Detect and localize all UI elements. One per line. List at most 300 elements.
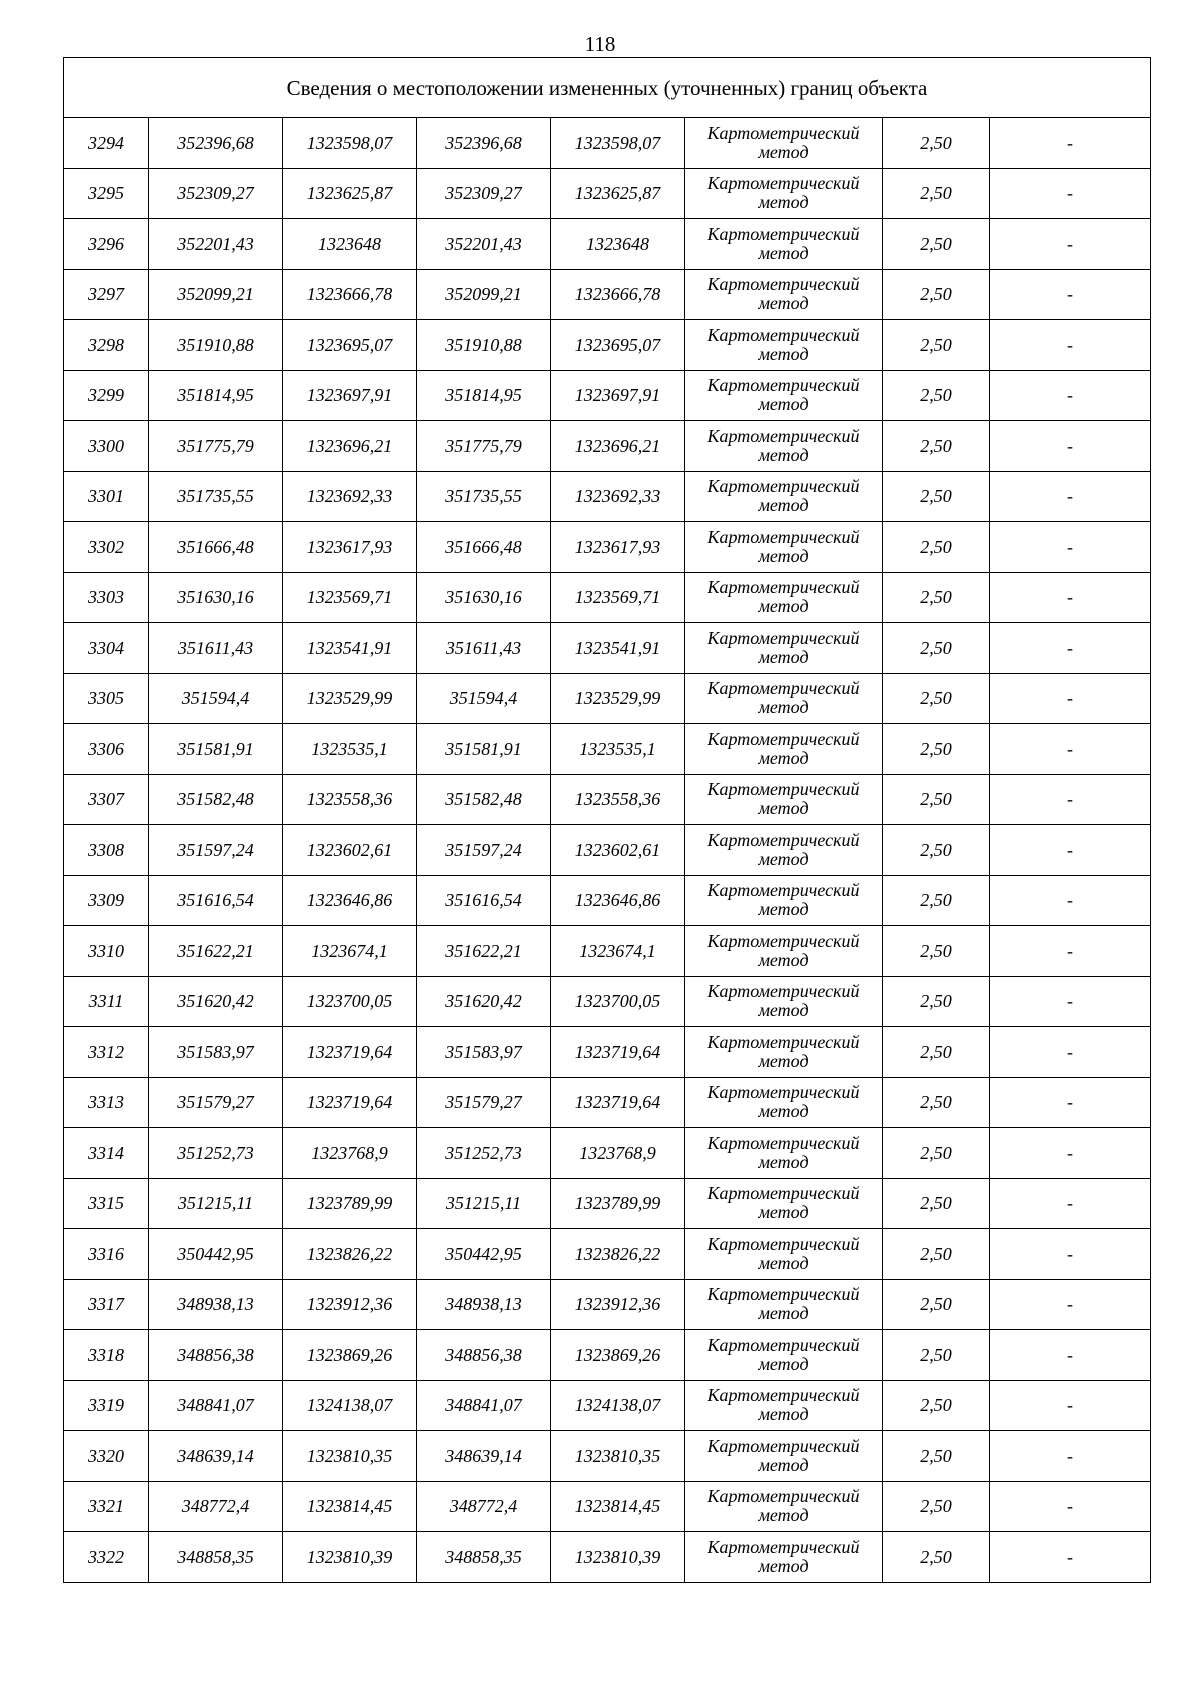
point-number-cell: 3301 [64,471,149,522]
method-cell [685,623,883,674]
refined-y-cell: 1323912,36 [551,1279,685,1330]
method-label-line2: метод [758,697,809,718]
existing-x-cell: 352099,21 [149,269,283,320]
refined-x-cell: 348938,13 [417,1279,551,1330]
method-cell [685,1532,883,1583]
point-number-cell: 3321 [64,1481,149,1532]
table-row [64,1279,1151,1330]
accuracy-cell: 2,50 [883,522,990,573]
table-row [64,1077,1151,1128]
method-label-line1: Картометрический [707,526,860,547]
point-number-cell: 3316 [64,1229,149,1280]
accuracy-cell: 2,50 [883,1532,990,1583]
accuracy-cell: 2,50 [883,1027,990,1078]
existing-y-cell: 1323646,86 [283,875,417,926]
existing-y-cell: 1323648 [283,219,417,270]
method-label-line1: Картометрический [707,1183,860,1204]
method-label-line1: Картометрический [707,1435,860,1456]
existing-y-cell: 1323810,39 [283,1532,417,1583]
table-row [64,421,1151,472]
method-label-line1: Картометрический [707,122,860,143]
point-number-cell: 3313 [64,1077,149,1128]
note-cell: - [990,1128,1151,1179]
method-label-line2: метод [758,798,809,819]
note-cell: - [990,1330,1151,1381]
existing-x-cell: 352396,68 [149,118,283,169]
method-cell [685,320,883,371]
refined-x-cell: 352099,21 [417,269,551,320]
method-cell [685,370,883,421]
accuracy-cell: 2,50 [883,1128,990,1179]
refined-x-cell: 351583,97 [417,1027,551,1078]
method-label-line1: Картометрический [707,880,860,901]
refined-x-cell: 351622,21 [417,926,551,977]
note-cell: - [990,320,1151,371]
refined-x-cell: 350442,95 [417,1229,551,1280]
accuracy-cell: 2,50 [883,774,990,825]
accuracy-cell: 2,50 [883,875,990,926]
method-label-line1: Картометрический [707,1132,860,1153]
refined-x-cell: 351594,4 [417,673,551,724]
accuracy-cell: 2,50 [883,1431,990,1482]
method-cell [685,168,883,219]
refined-x-cell: 351581,91 [417,724,551,775]
accuracy-cell: 2,50 [883,320,990,371]
page-number: 118 [584,32,616,56]
accuracy-cell: 2,50 [883,825,990,876]
existing-x-cell: 348858,35 [149,1532,283,1583]
accuracy-cell: 2,50 [883,118,990,169]
method-cell [685,976,883,1027]
table-row [64,572,1151,623]
method-label-line2: метод [758,949,809,970]
refined-x-cell: 351910,88 [417,320,551,371]
method-cell [685,1481,883,1532]
existing-x-cell: 348841,07 [149,1380,283,1431]
refined-y-cell: 1323674,1 [551,926,685,977]
existing-y-cell: 1323602,61 [283,825,417,876]
refined-y-cell: 1323814,45 [551,1481,685,1532]
refined-x-cell: 348858,35 [417,1532,551,1583]
method-label-line1: Картометрический [707,1284,860,1305]
point-number-cell: 3298 [64,320,149,371]
refined-x-cell: 351814,95 [417,370,551,421]
method-label-line1: Картометрический [707,425,860,446]
accuracy-cell: 2,50 [883,1229,990,1280]
method-label-line1: Картометрический [707,1082,860,1103]
method-cell [685,1431,883,1482]
method-label-line2: метод [758,495,809,516]
method-label-line1: Картометрический [707,1536,860,1557]
table-row [64,875,1151,926]
method-cell [685,774,883,825]
note-cell: - [990,522,1151,573]
note-cell: - [990,1229,1151,1280]
method-label-line1: Картометрический [707,627,860,648]
note-cell: - [990,370,1151,421]
method-label-line2: метод [758,899,809,920]
accuracy-cell: 2,50 [883,673,990,724]
accuracy-cell: 2,50 [883,976,990,1027]
point-number-cell: 3322 [64,1532,149,1583]
method-label-line1: Картометрический [707,577,860,598]
table-row [64,1229,1151,1280]
table-row [64,1128,1151,1179]
refined-x-cell: 351616,54 [417,875,551,926]
accuracy-cell: 2,50 [883,1380,990,1431]
method-label-line1: Картометрический [707,1031,860,1052]
accuracy-cell: 2,50 [883,219,990,270]
table-row [64,1380,1151,1431]
existing-y-cell: 1323569,71 [283,572,417,623]
method-label-line2: метод [758,1000,809,1021]
accuracy-cell: 2,50 [883,1481,990,1532]
table-row [64,1027,1151,1078]
method-cell [685,1380,883,1431]
existing-y-cell: 1323789,99 [283,1178,417,1229]
refined-x-cell: 351582,48 [417,774,551,825]
existing-x-cell: 351910,88 [149,320,283,371]
refined-y-cell: 1323602,61 [551,825,685,876]
accuracy-cell: 2,50 [883,370,990,421]
method-cell [685,471,883,522]
accuracy-cell: 2,50 [883,421,990,472]
point-number-cell: 3309 [64,875,149,926]
point-number-cell: 3317 [64,1279,149,1330]
existing-y-cell: 1323696,21 [283,421,417,472]
method-label-line1: Картометрический [707,829,860,850]
point-number-cell: 3308 [64,825,149,876]
table-row [64,471,1151,522]
existing-x-cell: 351597,24 [149,825,283,876]
refined-y-cell: 1323700,05 [551,976,685,1027]
method-label-line2: метод [758,394,809,415]
note-cell: - [990,875,1151,926]
refined-y-cell: 1323789,99 [551,1178,685,1229]
table-title-row [64,58,1151,118]
table-row [64,623,1151,674]
existing-x-cell: 348639,14 [149,1431,283,1482]
method-label-line1: Картометрический [707,274,860,295]
note-cell: - [990,976,1151,1027]
note-cell: - [990,1279,1151,1330]
table-row [64,774,1151,825]
method-cell [685,1077,883,1128]
method-label-line2: метод [758,1101,809,1122]
accuracy-cell: 2,50 [883,269,990,320]
refined-y-cell: 1323692,33 [551,471,685,522]
point-number-cell: 3319 [64,1380,149,1431]
table-row [64,269,1151,320]
existing-y-cell: 1323558,36 [283,774,417,825]
existing-y-cell: 1324138,07 [283,1380,417,1431]
method-label-line1: Картометрический [707,1233,860,1254]
table-row [64,1431,1151,1482]
method-label-line2: метод [758,1555,809,1576]
refined-x-cell: 351611,43 [417,623,551,674]
refined-y-cell: 1323869,26 [551,1330,685,1381]
point-number-cell: 3296 [64,219,149,270]
refined-y-cell: 1323768,9 [551,1128,685,1179]
refined-x-cell: 351630,16 [417,572,551,623]
method-label-line1: Картометрический [707,375,860,396]
existing-x-cell: 351622,21 [149,926,283,977]
refined-y-cell: 1323810,39 [551,1532,685,1583]
method-label-line2: метод [758,192,809,213]
existing-y-cell: 1323617,93 [283,522,417,573]
accuracy-cell: 2,50 [883,572,990,623]
method-cell [685,1279,883,1330]
note-cell: - [990,118,1151,169]
table-row [64,219,1151,270]
existing-x-cell: 351583,97 [149,1027,283,1078]
method-cell [685,522,883,573]
point-number-cell: 3299 [64,370,149,421]
method-label-line2: метод [758,545,809,566]
refined-x-cell: 348639,14 [417,1431,551,1482]
table-title: Сведения о местоположении измененных (уточненных) границ объекта [64,58,1151,118]
method-label-line1: Картометрический [707,476,860,497]
method-label-line2: метод [758,444,809,465]
refined-y-cell: 1323617,93 [551,522,685,573]
note-cell: - [990,673,1151,724]
note-cell: - [990,926,1151,977]
method-label-line2: метод [758,141,809,162]
refined-y-cell: 1323541,91 [551,623,685,674]
refined-x-cell: 348856,38 [417,1330,551,1381]
method-label-line2: метод [758,1252,809,1273]
existing-x-cell: 348772,4 [149,1481,283,1532]
refined-y-cell: 1323810,35 [551,1431,685,1482]
method-label-line1: Картометрический [707,779,860,800]
method-cell [685,118,883,169]
point-number-cell: 3315 [64,1178,149,1229]
note-cell: - [990,1380,1151,1431]
existing-x-cell: 351630,16 [149,572,283,623]
refined-y-cell: 1323666,78 [551,269,685,320]
existing-x-cell: 351594,4 [149,673,283,724]
refined-y-cell: 1323719,64 [551,1027,685,1078]
method-label-line1: Картометрический [707,223,860,244]
refined-x-cell: 351735,55 [417,471,551,522]
existing-y-cell: 1323719,64 [283,1027,417,1078]
point-number-cell: 3306 [64,724,149,775]
note-cell: - [990,1481,1151,1532]
note-cell: - [990,774,1151,825]
method-label-line2: метод [758,1303,809,1324]
refined-x-cell: 351597,24 [417,825,551,876]
note-cell: - [990,1532,1151,1583]
existing-x-cell: 351582,48 [149,774,283,825]
refined-y-cell: 1323569,71 [551,572,685,623]
existing-y-cell: 1323625,87 [283,168,417,219]
note-cell: - [990,1178,1151,1229]
point-number-cell: 3312 [64,1027,149,1078]
existing-x-cell: 352201,43 [149,219,283,270]
method-label-line2: метод [758,293,809,314]
existing-y-cell: 1323666,78 [283,269,417,320]
existing-x-cell: 352309,27 [149,168,283,219]
existing-x-cell: 351735,55 [149,471,283,522]
refined-y-cell: 1323646,86 [551,875,685,926]
table-row [64,724,1151,775]
table-row [64,320,1151,371]
point-number-cell: 3311 [64,976,149,1027]
note-cell: - [990,623,1151,674]
existing-x-cell: 351814,95 [149,370,283,421]
note-cell: - [990,572,1151,623]
method-cell [685,1128,883,1179]
table-row [64,825,1151,876]
refined-y-cell: 1323558,36 [551,774,685,825]
refined-y-cell: 1323697,91 [551,370,685,421]
note-cell: - [990,471,1151,522]
method-cell [685,219,883,270]
existing-y-cell: 1323697,91 [283,370,417,421]
refined-y-cell: 1324138,07 [551,1380,685,1431]
table-row [64,926,1151,977]
refined-y-cell: 1323529,99 [551,673,685,724]
method-label-line1: Картометрический [707,678,860,699]
note-cell: - [990,1077,1151,1128]
accuracy-cell: 2,50 [883,1077,990,1128]
refined-x-cell: 352309,27 [417,168,551,219]
method-label-line2: метод [758,343,809,364]
method-cell [685,1330,883,1381]
method-label-line2: метод [758,1353,809,1374]
note-cell: - [990,421,1151,472]
existing-x-cell: 351581,91 [149,724,283,775]
method-cell [685,926,883,977]
existing-y-cell: 1323719,64 [283,1077,417,1128]
existing-y-cell: 1323541,91 [283,623,417,674]
table-row [64,1178,1151,1229]
method-label-line1: Картометрический [707,930,860,951]
existing-x-cell: 351611,43 [149,623,283,674]
refined-x-cell: 348772,4 [417,1481,551,1532]
existing-y-cell: 1323674,1 [283,926,417,977]
method-label-line2: метод [758,1505,809,1526]
method-cell [685,1178,883,1229]
accuracy-cell: 2,50 [883,1279,990,1330]
refined-y-cell: 1323625,87 [551,168,685,219]
method-cell [685,421,883,472]
table-row [64,522,1151,573]
existing-y-cell: 1323692,33 [283,471,417,522]
existing-y-cell: 1323814,45 [283,1481,417,1532]
refined-x-cell: 351215,11 [417,1178,551,1229]
accuracy-cell: 2,50 [883,623,990,674]
table-row [64,370,1151,421]
refined-y-cell: 1323598,07 [551,118,685,169]
existing-x-cell: 348938,13 [149,1279,283,1330]
method-label-line2: метод [758,1454,809,1475]
method-cell [685,1027,883,1078]
existing-y-cell: 1323768,9 [283,1128,417,1179]
existing-x-cell: 348856,38 [149,1330,283,1381]
method-cell [685,1229,883,1280]
refined-y-cell: 1323648 [551,219,685,270]
table-row [64,1532,1151,1583]
table-row [64,168,1151,219]
refined-y-cell: 1323719,64 [551,1077,685,1128]
accuracy-cell: 2,50 [883,926,990,977]
existing-x-cell: 351579,27 [149,1077,283,1128]
existing-y-cell: 1323826,22 [283,1229,417,1280]
point-number-cell: 3307 [64,774,149,825]
method-label-line2: метод [758,646,809,667]
table-body [64,58,1151,1583]
method-cell [685,724,883,775]
refined-x-cell: 352201,43 [417,219,551,270]
existing-y-cell: 1323695,07 [283,320,417,371]
method-label-line2: метод [758,848,809,869]
method-cell [685,825,883,876]
accuracy-cell: 2,50 [883,724,990,775]
method-label-line1: Картометрический [707,1334,860,1355]
refined-x-cell: 351620,42 [417,976,551,1027]
note-cell: - [990,269,1151,320]
refined-x-cell: 351579,27 [417,1077,551,1128]
point-number-cell: 3310 [64,926,149,977]
method-label-line2: метод [758,747,809,768]
method-label-line2: метод [758,1404,809,1425]
method-label-line2: метод [758,1151,809,1172]
existing-y-cell: 1323869,26 [283,1330,417,1381]
point-number-cell: 3318 [64,1330,149,1381]
table-row [64,118,1151,169]
table-row [64,976,1151,1027]
refined-x-cell: 348841,07 [417,1380,551,1431]
accuracy-cell: 2,50 [883,471,990,522]
point-number-cell: 3303 [64,572,149,623]
point-number-cell: 3297 [64,269,149,320]
table-row [64,1330,1151,1381]
point-number-cell: 3314 [64,1128,149,1179]
refined-y-cell: 1323696,21 [551,421,685,472]
method-label-line1: Картометрический [707,981,860,1002]
method-label-line1: Картометрический [707,1385,860,1406]
method-cell [685,572,883,623]
point-number-cell: 3304 [64,623,149,674]
method-label-line1: Картометрический [707,1486,860,1507]
note-cell: - [990,219,1151,270]
method-label-line2: метод [758,596,809,617]
refined-x-cell: 351666,48 [417,522,551,573]
refined-x-cell: 351252,73 [417,1128,551,1179]
table-row [64,1481,1151,1532]
method-label-line1: Картометрический [707,324,860,345]
boundary-coordinates-table [63,57,1151,1583]
existing-x-cell: 351775,79 [149,421,283,472]
refined-y-cell: 1323826,22 [551,1229,685,1280]
existing-y-cell: 1323700,05 [283,976,417,1027]
method-cell [685,673,883,724]
note-cell: - [990,825,1151,876]
note-cell: - [990,1431,1151,1482]
existing-y-cell: 1323598,07 [283,118,417,169]
method-label-line1: Картометрический [707,173,860,194]
existing-x-cell: 350442,95 [149,1229,283,1280]
point-number-cell: 3294 [64,118,149,169]
existing-x-cell: 351252,73 [149,1128,283,1179]
existing-y-cell: 1323535,1 [283,724,417,775]
point-number-cell: 3295 [64,168,149,219]
refined-x-cell: 351775,79 [417,421,551,472]
existing-y-cell: 1323810,35 [283,1431,417,1482]
method-cell [685,875,883,926]
point-number-cell: 3320 [64,1431,149,1482]
